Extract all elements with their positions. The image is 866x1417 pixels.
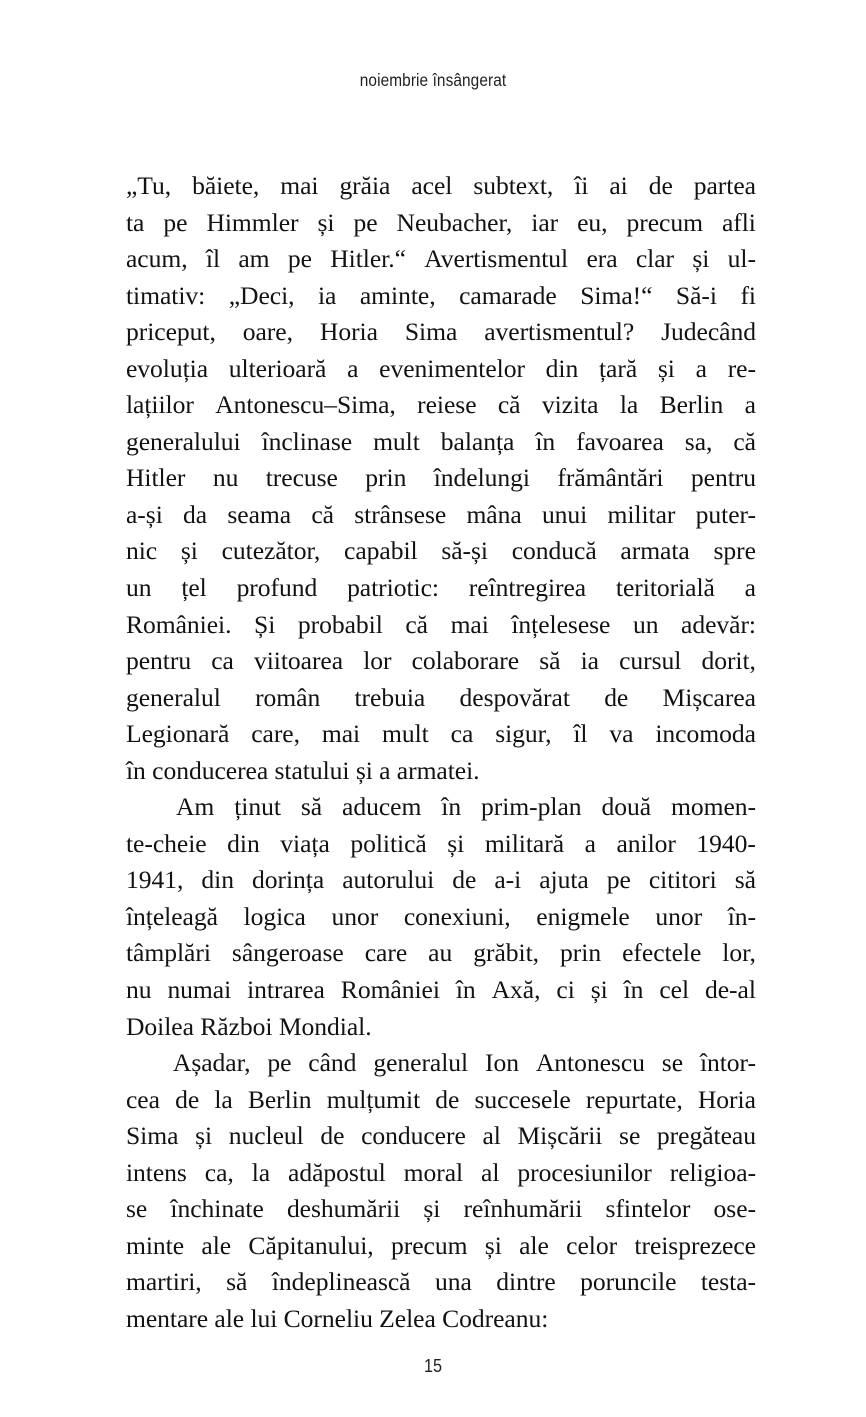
- text-line: „Tu, băiete, mai grăia acel subtext, îi ai de partea: [126, 171, 756, 200]
- text-line: ta pe Himmler și pe Neubacher, iar eu, precum afli: [126, 207, 756, 237]
- text-line: se închinate deshumării și reînhumării sfintelor ose-: [126, 1194, 756, 1224]
- text-line: Am ținut să aducem în prim-plan două momen-: [126, 789, 756, 826]
- text-line: generalului înclinase mult balanța în favoarea sa, că: [126, 426, 756, 456]
- paragraph: [126, 789, 756, 1045]
- text-line: evoluția ulterioară a evenimentelor din țară și a re-: [126, 353, 756, 383]
- text-line: generalul român trebuia despovărat de Mișcarea: [126, 682, 756, 712]
- text-line: intens ca, la adăpostul moral al procesiunilor religioa-: [126, 1157, 756, 1187]
- paragraph-indent: [126, 1045, 156, 1082]
- text-line: priceput, oare, Horia Sima avertismentul? Judecând: [126, 317, 756, 347]
- text-line: nu numai intrarea României în Axă, ci și în cel de-al: [126, 975, 756, 1005]
- text-line: Doilea Război Mondial.: [126, 1011, 372, 1041]
- text-line: cea de la Berlin mulțumit de succesele repurtate, Horia: [126, 1084, 756, 1114]
- text-line: Sima și nucleul de conducere al Mișcării se pregăteau: [126, 1121, 756, 1151]
- text-line: României. Și probabil că mai înțelesese un adevăr:: [126, 609, 756, 639]
- text-line: nic și cutezător, capabil să-și conducă armata spre: [126, 536, 756, 566]
- text-line: lațiilor Antonescu–Sima, reiese că vizita la Berlin a: [126, 390, 756, 420]
- text-line: martiri, să îndeplinească una dintre poruncile testa-: [126, 1267, 756, 1297]
- text-line: 1941, din dorința autorului de a-i ajuta pe cititori să: [126, 865, 756, 895]
- paragraph: [126, 168, 756, 789]
- text-line: tâmplări sângeroase care au grăbit, prin efectele lor,: [126, 938, 756, 968]
- text-line: a-și da seama că strânsese mâna unui militar puter-: [126, 499, 756, 529]
- text-line: timativ: „Deci, ia aminte, camarade Sima!“ Să-i fi: [126, 280, 756, 310]
- running-header: noiembrie însângerat: [359, 70, 507, 90]
- paragraph: [126, 1045, 756, 1337]
- text-line: înțeleagă logica unor conexiuni, enigmele unor în-: [126, 901, 756, 931]
- text-line: în conducerea statului și a armatei.: [126, 755, 480, 785]
- paragraph-indent: [126, 789, 156, 826]
- text-line: acum, îl am pe Hitler.“ Avertismentul era clar și ul-: [126, 244, 756, 274]
- text-line: minte ale Căpitanului, precum și ale celor treisprezece: [126, 1230, 756, 1260]
- text-line: pentru ca viitoarea lor colaborare să ia cursul dorit,: [126, 646, 756, 676]
- text-line: Așadar, pe când generalul Ion Antonescu se întor-: [126, 1045, 756, 1082]
- text-line: Legionară care, mai mult ca sigur, îl va incomoda: [126, 719, 756, 749]
- text-line: mentare ale lui Corneliu Zelea Codreanu:: [126, 1303, 549, 1333]
- body-text-block: [126, 168, 756, 1338]
- text-line: un țel profund patriotic: reîntregirea teritorială a: [126, 573, 756, 603]
- page-number: 15: [423, 1356, 443, 1376]
- text-line: Hitler nu trecuse prin îndelungi frământări pentru: [126, 463, 756, 493]
- text-line: te-cheie din viața politică și militară a anilor 1940-: [126, 828, 756, 858]
